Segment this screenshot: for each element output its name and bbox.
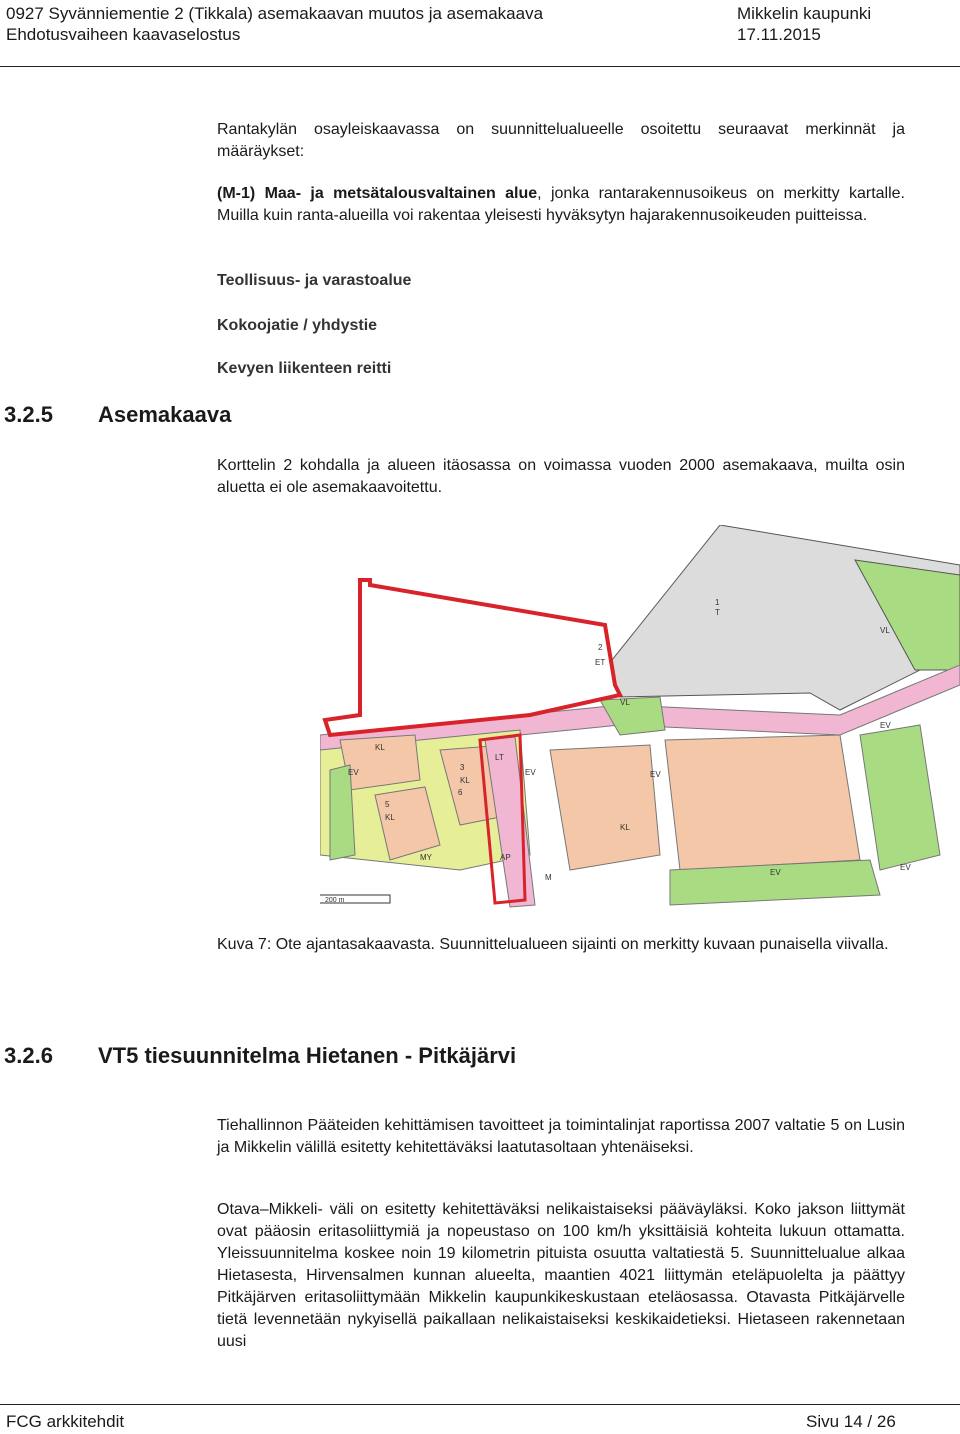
map-commercial-block-5 bbox=[665, 735, 860, 870]
zoning-map-figure bbox=[320, 525, 960, 915]
map-scale-label: 200 m bbox=[325, 897, 345, 904]
map-zone-label: T bbox=[715, 608, 720, 617]
document-date: 17.11.2015 bbox=[737, 25, 821, 44]
header-rule bbox=[0, 66, 960, 67]
map-zone-label: MY bbox=[420, 853, 432, 862]
m1-text: , jonka rantarakennusoikeus on merkitty kartalle. Muilla kuin ranta-alueilla voi rakentaa yleisesti hyväksytyn hajarakennusoikeuden puitteissa. bbox=[217, 185, 906, 224]
m1-label: (M-1) Maa- ja metsätalousvaltainen alue bbox=[217, 185, 538, 202]
section-325-paragraph: Korttelin 2 kohdalla ja alueen itäosassa on voimassa vuoden 2000 asemakaava, muilta osin aluetta ei ole asemakaavoitettu. bbox=[217, 457, 905, 496]
document-subtitle: Ehdotusvaiheen kaavaselostus bbox=[6, 25, 241, 44]
map-zone-label: KL bbox=[375, 743, 385, 752]
map-zone-label: 1 bbox=[715, 598, 720, 607]
document-title: 0927 Syvänniementie 2 (Tikkala) asemakaavan muutos ja asemakaava bbox=[6, 4, 544, 23]
map-zone-label: KL bbox=[385, 813, 395, 822]
section-326-title: VT5 tiesuunnitelma Hietanen - Pitkäjärvi bbox=[98, 1043, 517, 1068]
map-zone-label: EV bbox=[348, 768, 359, 777]
map-green-strip-west bbox=[330, 765, 355, 860]
map-zone-label: 5 bbox=[385, 800, 390, 809]
legend-industrial: Teollisuus- ja varastoalue bbox=[217, 272, 412, 289]
map-zone-label: VL bbox=[880, 626, 890, 635]
map-zone-label: EV bbox=[525, 768, 536, 777]
m1-paragraph bbox=[217, 183, 905, 226]
map-zone-label: EV bbox=[650, 770, 661, 779]
section-326-number: 3.2.6 bbox=[4, 1043, 53, 1068]
organization-name: Mikkelin kaupunki bbox=[737, 4, 872, 23]
map-zone-label: M bbox=[545, 873, 552, 882]
section-325-title: Asemakaava bbox=[98, 402, 232, 427]
map-zone-label: ET bbox=[595, 658, 606, 667]
map-zone-label: 2 bbox=[598, 643, 603, 652]
map-zone-label: EV bbox=[880, 721, 891, 730]
map-green-strip-mid bbox=[600, 697, 665, 735]
page-number: Sivu 14 / 26 bbox=[806, 1412, 896, 1431]
footer-rule bbox=[0, 1404, 960, 1405]
intro-paragraph: Rantakylän osayleiskaavassa on suunnittelualueelle osoitettu seuraavat merkinnät ja määräykset: bbox=[217, 121, 905, 160]
map-zone-label: KL bbox=[620, 823, 630, 832]
map-zone-label: EV bbox=[900, 863, 911, 872]
map-commercial-block-4 bbox=[550, 745, 660, 870]
map-zone-label: VL bbox=[620, 698, 630, 707]
map-green-strip-east bbox=[860, 725, 940, 870]
figure-caption: Kuva 7: Ote ajantasakaavasta. Suunnittelualueen sijainti on merkitty kuvaan punaisella viivalla. bbox=[217, 936, 889, 953]
map-zone-label: 3 bbox=[460, 763, 465, 772]
map-zone-label: EV bbox=[770, 868, 781, 877]
map-zone-label: LT bbox=[495, 753, 504, 762]
legend-light-traffic-route: Kevyen liikenteen reitti bbox=[217, 360, 392, 377]
footer-company: FCG arkkitehdit bbox=[6, 1412, 125, 1431]
map-zone-label: 6 bbox=[458, 788, 463, 797]
legend-collector-road: Kokoojatie / yhdystie bbox=[217, 317, 378, 334]
section-326-paragraph-2: Otava–Mikkeli- väli on esitetty kehitettäväksi nelikaistaiseksi pääväyläksi. Koko jakson liittymät ovat pääosin eritasoliittymiä ja nopeustaso on 100 km/h yksittäisiä kohteita lukuun ottamatta. Yleissuunnitelma koskee noin 19 kilometrin pituista osuutta valtatiestä 5. Suunnittelualue alkaa Hietasesta, Hirvensalmen kunnan alueelta, maantien 4021 liittymän eteläpuolelta ja päättyy Pitkäjärven eritasoliittymään Mikkelin kaupunkikeskustaan eteläosassa. Otavasta Pitkäjärvelle tietä levennetään nykyisellä paikallaan nelikaistaiseksi keskikaidetieksi. Hietaseen rakennetaan uusi bbox=[217, 1201, 905, 1350]
map-zone-label: AP bbox=[500, 853, 511, 862]
section-325-number: 3.2.5 bbox=[4, 402, 53, 427]
map-zone-label: KL bbox=[460, 776, 470, 785]
section-326-paragraph-1: Tiehallinnon Pääteiden kehittämisen tavoitteet ja toimintalinjat raportissa 2007 valtatie 5 on Lusin ja Mikkelin välillä esitetty kehitettäväksi laatutasoltaan yhtenäiseksi. bbox=[217, 1117, 905, 1156]
